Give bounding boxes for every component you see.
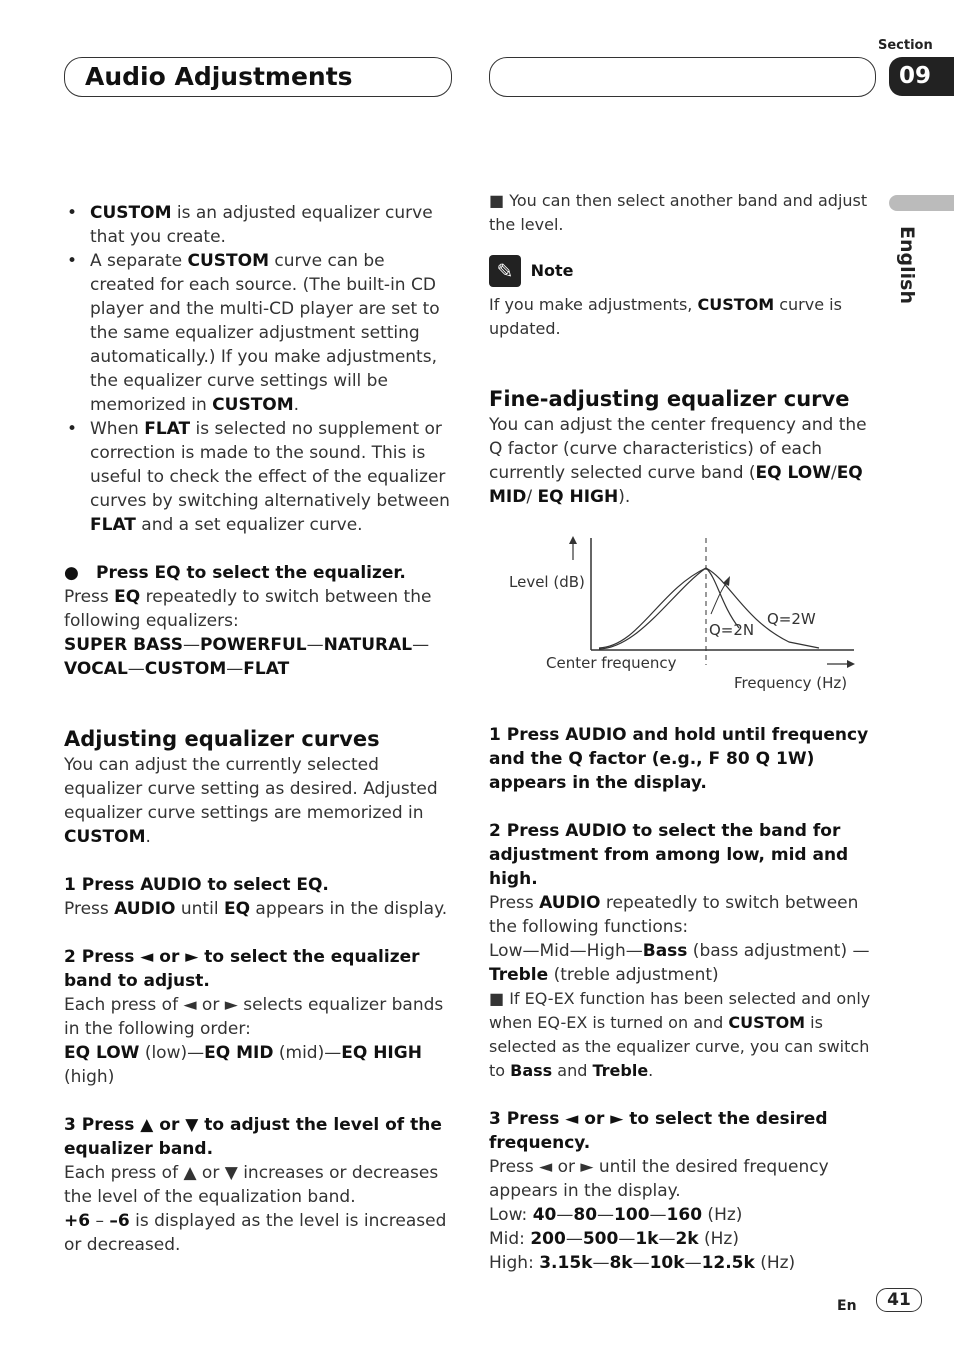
right-column <box>489 189 874 509</box>
page-number: 41 <box>876 1288 922 1312</box>
diagram-q2w-label: Q=2W <box>767 610 816 628</box>
footer-lang: En <box>837 1298 857 1314</box>
freq-low: Low: 40—80—100—160 (Hz) <box>489 1205 743 1225</box>
section-number: 09 <box>889 57 954 96</box>
paragraph: Press ◄ or ► until the desired frequency appears in the display. <box>489 1157 829 1201</box>
list-item: • A separate CUSTOM curve can be created for each source. (The built-in CD player and the multi-CD player are set to the same equalizer adjustment setting automatically.) If you make adjustments, the equalizer curve settings will be memorized in CUSTOM. <box>64 249 454 417</box>
section-label: Section <box>878 38 933 53</box>
note-header: ✎ Note <box>489 255 874 287</box>
freq-high: High: 3.15k—8k—10k—12.5k (Hz) <box>489 1253 796 1273</box>
left-column <box>64 201 454 1257</box>
page-title: Audio Adjustments <box>85 62 353 91</box>
language-label: English <box>896 226 918 304</box>
note-pencil-icon: ✎ <box>489 255 521 287</box>
step-heading: ● Press EQ to select the equalizer. <box>64 563 406 583</box>
step-heading: 3 Press ◄ or ► to select the desired frequency. <box>489 1109 828 1153</box>
freq-mid: Mid: 200—500—1k—2k (Hz) <box>489 1229 739 1249</box>
language-tab <box>889 195 954 211</box>
header-blank-box <box>489 57 876 97</box>
diagram-frequency-label: Frequency (Hz) <box>734 674 848 692</box>
eq-curve-diagram <box>489 530 874 700</box>
step-heading: 2 Press ◄ or ► to select the equalizer band to adjust. <box>64 947 420 991</box>
section-heading: Fine-adjusting equalizer curve <box>489 387 850 411</box>
paragraph: If you make adjustments, CUSTOM curve is updated. <box>489 295 842 338</box>
step-heading: 1 Press AUDIO and hold until frequency and the Q factor (e.g., F 80 Q 1W) appears in the display. <box>489 725 869 793</box>
list-item: • CUSTOM is an adjusted equalizer curve that you create. <box>64 201 454 249</box>
diagram-center-label: Center frequency <box>546 654 677 672</box>
right-column-steps <box>489 723 874 1275</box>
paragraph: You can adjust the center frequency and the Q factor (curve characteristics) of each currently selected curve band (EQ LOW/EQ MID/ EQ HIGH). <box>489 415 867 507</box>
step-heading: 1 Press AUDIO to select EQ. <box>64 875 329 895</box>
paragraph: ■ If EQ-EX function has been selected and only when EQ-EX is turned on and CUSTOM is selected as the equalizer curve, you can switch to Bass and Treble. <box>489 989 871 1080</box>
paragraph: Low—Mid—High—Bass (bass adjustment) —Treble (treble adjustment) <box>489 941 870 985</box>
paragraph: Each press of ◄ or ► selects equalizer bands in the following order: <box>64 995 444 1039</box>
diagram-q2n-label: Q=2N <box>709 621 755 639</box>
section-heading: Adjusting equalizer curves <box>64 727 380 751</box>
diagram-level-label: Level (dB) <box>509 573 585 591</box>
paragraph: Each press of ▲ or ▼ increases or decreases the level of the equalization band. <box>64 1163 439 1207</box>
header-title-box <box>64 57 452 97</box>
band-order: EQ LOW (low)—EQ MID (mid)—EQ HIGH (high) <box>64 1043 422 1087</box>
paragraph: Press AUDIO until EQ appears in the display. <box>64 899 448 919</box>
paragraph: Press AUDIO repeatedly to switch between the following functions: <box>489 893 859 937</box>
step-heading: 3 Press ▲ or ▼ to adjust the level of the equalizer band. <box>64 1115 442 1159</box>
step-heading: 2 Press AUDIO to select the band for adjustment from among low, mid and high. <box>489 821 849 889</box>
paragraph: Press EQ repeatedly to switch between the following equalizers: <box>64 587 432 631</box>
paragraph: +6 – –6 is displayed as the level is increased or decreased. <box>64 1211 447 1255</box>
paragraph: ■ You can then select another band and adjust the level. <box>489 191 868 234</box>
paragraph: You can adjust the currently selected equalizer curve setting as desired. Adjusted equalizer curve settings are memorized in CUSTOM. <box>64 755 438 847</box>
eq-sequence: SUPER BASS—POWERFUL—NATURAL— VOCAL—CUSTOM—FLAT <box>64 635 430 679</box>
list-item: • When FLAT is selected no supplement or correction is made to the sound. This is useful to check the effect of the equalizer curves by switching alternatively between FLAT and a set equalizer curve. <box>64 417 454 537</box>
